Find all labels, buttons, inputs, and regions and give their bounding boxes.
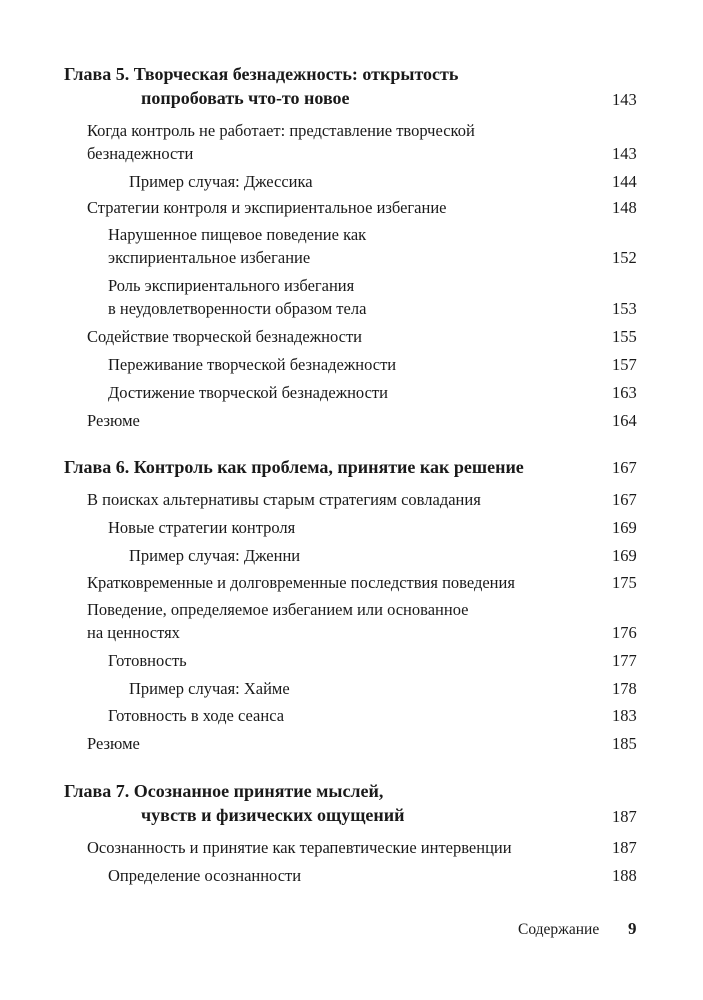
toc-entry-page: 152 xyxy=(612,248,637,267)
toc-entry-page: 178 xyxy=(612,679,637,698)
toc-entry: Осознанность и принятие как терапевтические интервенции xyxy=(87,838,512,857)
toc-entry-page: 188 xyxy=(612,866,637,885)
chapter-5-page: 143 xyxy=(612,90,637,109)
chapter-5-title-line-2: попробовать что-то новое xyxy=(141,88,350,108)
toc-entry: Резюме xyxy=(87,734,140,753)
toc-entry-page: 148 xyxy=(612,198,637,217)
running-footer-title: Содержание xyxy=(518,921,600,938)
chapter-7-title xyxy=(64,779,405,827)
chapter-6-page: 167 xyxy=(612,458,637,477)
toc-entry-page: 177 xyxy=(612,651,637,670)
toc-entry: Нарушенное пищевое поведение как экспириентальное избегание xyxy=(108,225,367,267)
toc-entry: Новые стратегии контроля xyxy=(108,518,296,537)
toc-entry: Резюме xyxy=(87,411,140,430)
toc-entry: Кратковременные и долговременные последствия поведения xyxy=(87,573,515,592)
chapter-5-title xyxy=(64,62,458,110)
chapter-5-title-line-1: Глава 5. Творческая безнадежность: открытость xyxy=(64,64,459,84)
toc-entry-page: 175 xyxy=(612,573,637,592)
toc-entry-page: 169 xyxy=(612,518,637,537)
toc-entry-page: 144 xyxy=(612,172,637,191)
toc-entry-page: 164 xyxy=(612,411,637,430)
toc-entry-page: 185 xyxy=(612,734,637,753)
toc-entry: Пример случая: Джессика xyxy=(129,172,313,191)
chapter-6-title xyxy=(64,455,524,479)
chapter-7-title-line-1: Глава 7. Осознанное принятие мыслей, xyxy=(64,781,384,801)
chapter-6-title-line-1: Глава 6. Контроль как проблема, принятие как решение xyxy=(64,457,524,477)
toc-entry: Готовность в ходе сеанса xyxy=(108,706,285,725)
toc-entry-page: 157 xyxy=(612,355,637,374)
page-number: 9 xyxy=(628,919,637,938)
toc-entry: Когда контроль не работает: представление творческой безнадежности xyxy=(87,121,475,163)
toc-entry-page: 143 xyxy=(612,144,637,163)
toc-entry-page: 155 xyxy=(612,327,637,346)
toc-entry: Пример случая: Дженни xyxy=(129,546,301,565)
toc-entry-page: 167 xyxy=(612,490,637,509)
toc-entry: Достижение творческой безнадежности xyxy=(108,383,388,402)
chapter-7-title-line-2: чувств и физических ощущений xyxy=(141,805,405,825)
toc-entry-page: 176 xyxy=(612,623,637,642)
toc-entry-page: 183 xyxy=(612,706,637,725)
toc-entry: Готовность xyxy=(108,651,187,670)
toc-entry-page: 187 xyxy=(612,838,637,857)
toc-entry: Содействие творческой безнадежности xyxy=(87,327,362,346)
toc-entry: Пример случая: Хайме xyxy=(129,679,290,698)
toc-entry: Определение осознанности xyxy=(108,866,302,885)
toc-entry-page: 153 xyxy=(612,299,637,318)
chapter-7-page: 187 xyxy=(612,807,637,826)
toc-entry: Поведение, определяемое избеганием или основанное на ценностях xyxy=(87,600,469,642)
toc-entry: Роль экспириентального избегания в неудовлетворенности образом тела xyxy=(108,276,367,318)
toc-entry-page: 169 xyxy=(612,546,637,565)
toc-entry: В поисках альтернативы старым стратегиям совладания xyxy=(87,490,481,509)
toc-entry-page: 163 xyxy=(612,383,637,402)
toc-entry: Стратегии контроля и экспириентальное избегание xyxy=(87,198,447,217)
toc-entry: Переживание творческой безнадежности xyxy=(108,355,397,374)
